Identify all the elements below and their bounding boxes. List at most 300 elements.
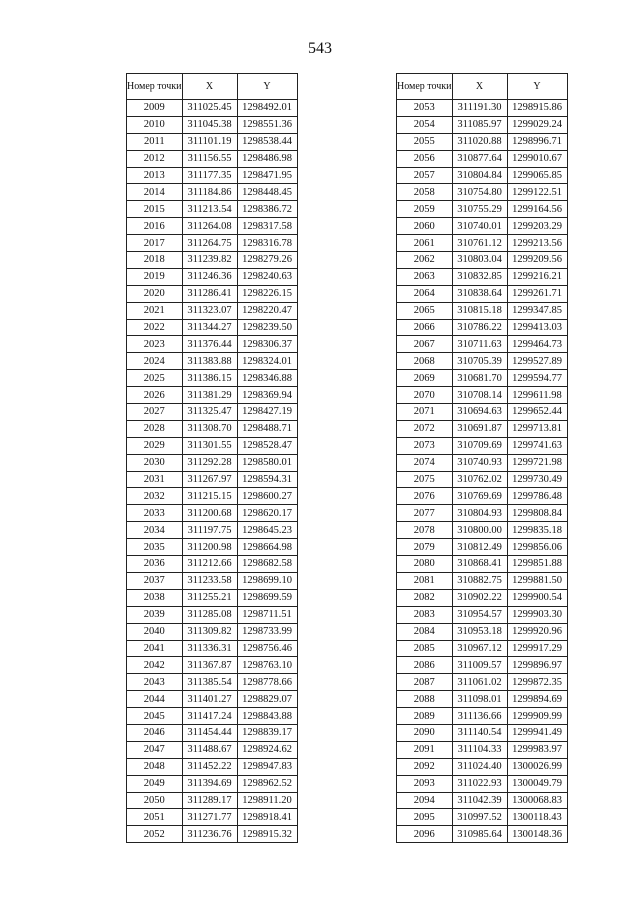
cell-point-number: 2018 [127, 252, 183, 269]
cell-point-number: 2071 [397, 404, 453, 421]
cell-point-number: 2038 [127, 589, 183, 606]
cell-x: 311061.02 [452, 674, 507, 691]
table-row [397, 471, 568, 488]
cell-y: 1298733.99 [237, 623, 297, 640]
cell-x: 311020.88 [452, 133, 507, 150]
cell-x: 311394.69 [182, 775, 237, 792]
table-row [127, 252, 298, 269]
cell-y: 1298645.23 [237, 522, 297, 539]
table-row [127, 437, 298, 454]
cell-point-number: 2047 [127, 741, 183, 758]
cell-y: 1298226.15 [237, 285, 297, 302]
table-row [397, 437, 568, 454]
cell-y: 1299611.98 [507, 387, 567, 404]
cell-point-number: 2034 [127, 522, 183, 539]
cell-x: 310740.93 [452, 454, 507, 471]
table-row [127, 674, 298, 691]
cell-point-number: 2093 [397, 775, 453, 792]
table-row [397, 758, 568, 775]
cell-point-number: 2080 [397, 556, 453, 573]
cell-x: 310877.64 [452, 150, 507, 167]
cell-y: 1300049.79 [507, 775, 567, 792]
cell-y: 1298486.98 [237, 150, 297, 167]
cell-y: 1299010.67 [507, 150, 567, 167]
cell-point-number: 2069 [397, 370, 453, 387]
header-x: X [452, 74, 507, 100]
table-row [397, 319, 568, 336]
table-row [127, 522, 298, 539]
cell-point-number: 2082 [397, 589, 453, 606]
cell-y: 1298924.62 [237, 741, 297, 758]
cell-x: 311255.21 [182, 589, 237, 606]
cell-x: 310985.64 [452, 826, 507, 843]
table-row [127, 353, 298, 370]
cell-point-number: 2011 [127, 133, 183, 150]
table-row [127, 691, 298, 708]
table-row [397, 150, 568, 167]
cell-y: 1300148.36 [507, 826, 567, 843]
cell-point-number: 2068 [397, 353, 453, 370]
cell-point-number: 2013 [127, 167, 183, 184]
table-row [397, 589, 568, 606]
cell-x: 311239.82 [182, 252, 237, 269]
cell-x: 310754.80 [452, 184, 507, 201]
cell-x: 310902.22 [452, 589, 507, 606]
cell-point-number: 2081 [397, 572, 453, 589]
cell-x: 311488.67 [182, 741, 237, 758]
cell-y: 1299741.63 [507, 437, 567, 454]
cell-x: 311215.15 [182, 488, 237, 505]
cell-x: 311308.70 [182, 420, 237, 437]
cell-point-number: 2050 [127, 792, 183, 809]
cell-point-number: 2064 [397, 285, 453, 302]
cell-y: 1299652.44 [507, 404, 567, 421]
cell-x: 310786.22 [452, 319, 507, 336]
table-row [397, 420, 568, 437]
cell-y: 1299164.56 [507, 201, 567, 218]
cell-y: 1299808.84 [507, 505, 567, 522]
cell-y: 1298448.45 [237, 184, 297, 201]
table-row [397, 302, 568, 319]
cell-y: 1299527.89 [507, 353, 567, 370]
table-row [127, 319, 298, 336]
table-row [397, 522, 568, 539]
table-header-row [397, 74, 568, 100]
table-row [397, 826, 568, 843]
cell-y: 1299941.49 [507, 724, 567, 741]
cell-x: 310762.02 [452, 471, 507, 488]
table-row [397, 454, 568, 471]
cell-point-number: 2084 [397, 623, 453, 640]
cell-point-number: 2075 [397, 471, 453, 488]
table-row [127, 285, 298, 302]
cell-y: 1298386.72 [237, 201, 297, 218]
cell-y: 1299713.81 [507, 420, 567, 437]
cell-point-number: 2087 [397, 674, 453, 691]
cell-x: 310967.12 [452, 640, 507, 657]
cell-point-number: 2012 [127, 150, 183, 167]
cell-y: 1298316.78 [237, 235, 297, 252]
cell-x: 310691.87 [452, 420, 507, 437]
cell-y: 1299413.03 [507, 319, 567, 336]
table-row [127, 775, 298, 792]
cell-point-number: 2051 [127, 809, 183, 826]
cell-y: 1298843.88 [237, 708, 297, 725]
cell-y: 1298471.95 [237, 167, 297, 184]
cell-point-number: 2066 [397, 319, 453, 336]
cell-y: 1298620.17 [237, 505, 297, 522]
cell-point-number: 2095 [397, 809, 453, 826]
cell-y: 1299909.99 [507, 708, 567, 725]
cell-y: 1299261.71 [507, 285, 567, 302]
cell-y: 1298279.26 [237, 252, 297, 269]
table-row [127, 218, 298, 235]
cell-x: 311104.33 [452, 741, 507, 758]
cell-y: 1299213.56 [507, 235, 567, 252]
cell-y: 1299721.98 [507, 454, 567, 471]
cell-point-number: 2023 [127, 336, 183, 353]
cell-y: 1298682.58 [237, 556, 297, 573]
table-row [397, 353, 568, 370]
table-row [397, 572, 568, 589]
cell-point-number: 2026 [127, 387, 183, 404]
cell-y: 1298239.50 [237, 319, 297, 336]
table-row [127, 556, 298, 573]
cell-point-number: 2062 [397, 252, 453, 269]
table-row [397, 505, 568, 522]
cell-point-number: 2059 [397, 201, 453, 218]
cell-point-number: 2074 [397, 454, 453, 471]
cell-x: 311098.01 [452, 691, 507, 708]
cell-x: 311233.58 [182, 572, 237, 589]
cell-x: 310812.49 [452, 539, 507, 556]
cell-x: 310953.18 [452, 623, 507, 640]
table-row [397, 387, 568, 404]
cell-y: 1299347.85 [507, 302, 567, 319]
cell-x: 310711.63 [452, 336, 507, 353]
cell-y: 1298528.47 [237, 437, 297, 454]
cell-x: 311024.40 [452, 758, 507, 775]
cell-x: 311197.75 [182, 522, 237, 539]
cell-point-number: 2035 [127, 539, 183, 556]
table-row [397, 741, 568, 758]
cell-y: 1299730.49 [507, 471, 567, 488]
cell-point-number: 2031 [127, 471, 183, 488]
cell-point-number: 2024 [127, 353, 183, 370]
cell-y: 1299983.97 [507, 741, 567, 758]
cell-point-number: 2096 [397, 826, 453, 843]
table-row [397, 606, 568, 623]
cell-x: 310709.69 [452, 437, 507, 454]
header-point-number: Номер точки [127, 74, 183, 100]
table-row [127, 268, 298, 285]
cell-y: 1299856.06 [507, 539, 567, 556]
cell-point-number: 2027 [127, 404, 183, 421]
cell-x: 311184.86 [182, 184, 237, 201]
table-row [127, 724, 298, 741]
cell-y: 1298829.07 [237, 691, 297, 708]
cell-x: 311136.66 [452, 708, 507, 725]
cell-y: 1298594.31 [237, 471, 297, 488]
cell-point-number: 2040 [127, 623, 183, 640]
cell-point-number: 2083 [397, 606, 453, 623]
cell-point-number: 2039 [127, 606, 183, 623]
cell-x: 310804.84 [452, 167, 507, 184]
cell-y: 1298369.94 [237, 387, 297, 404]
cell-point-number: 2046 [127, 724, 183, 741]
table-row [127, 100, 298, 117]
cell-point-number: 2089 [397, 708, 453, 725]
table-row [127, 589, 298, 606]
cell-x: 311401.27 [182, 691, 237, 708]
table-row [397, 268, 568, 285]
table-row [397, 792, 568, 809]
cell-x: 310832.85 [452, 268, 507, 285]
cell-point-number: 2017 [127, 235, 183, 252]
cell-x: 311286.41 [182, 285, 237, 302]
cell-y: 1299594.77 [507, 370, 567, 387]
cell-point-number: 2048 [127, 758, 183, 775]
cell-point-number: 2036 [127, 556, 183, 573]
table-row [397, 133, 568, 150]
cell-y: 1299835.18 [507, 522, 567, 539]
cell-point-number: 2060 [397, 218, 453, 235]
cell-x: 311264.75 [182, 235, 237, 252]
cell-y: 1300068.83 [507, 792, 567, 809]
cell-y: 1299065.85 [507, 167, 567, 184]
cell-x: 311454.44 [182, 724, 237, 741]
cell-y: 1298220.47 [237, 302, 297, 319]
table-row [397, 724, 568, 741]
cell-y: 1299029.24 [507, 116, 567, 133]
cell-x: 310954.57 [452, 606, 507, 623]
header-x: X [182, 74, 237, 100]
cell-point-number: 2057 [397, 167, 453, 184]
cell-y: 1299209.56 [507, 252, 567, 269]
table-row [397, 775, 568, 792]
cell-x: 310755.29 [452, 201, 507, 218]
cell-point-number: 2010 [127, 116, 183, 133]
cell-y: 1299786.48 [507, 488, 567, 505]
table-row [127, 708, 298, 725]
cell-x: 311376.44 [182, 336, 237, 353]
cell-x: 310815.18 [452, 302, 507, 319]
cell-y: 1298915.86 [507, 100, 567, 117]
cell-y: 1299464.73 [507, 336, 567, 353]
cell-x: 311267.97 [182, 471, 237, 488]
cell-x: 311236.76 [182, 826, 237, 843]
table-row [127, 488, 298, 505]
cell-y: 1298551.36 [237, 116, 297, 133]
cell-y: 1298996.71 [507, 133, 567, 150]
table-row [127, 133, 298, 150]
cell-point-number: 2072 [397, 420, 453, 437]
cell-x: 311323.07 [182, 302, 237, 319]
cell-y: 1298538.44 [237, 133, 297, 150]
cell-x: 311213.54 [182, 201, 237, 218]
cell-x: 311177.35 [182, 167, 237, 184]
cell-y: 1298600.27 [237, 488, 297, 505]
table-row [397, 285, 568, 302]
cell-y: 1298317.58 [237, 218, 297, 235]
table-row [397, 640, 568, 657]
cell-point-number: 2015 [127, 201, 183, 218]
cell-x: 311200.68 [182, 505, 237, 522]
table-row [127, 471, 298, 488]
cell-point-number: 2056 [397, 150, 453, 167]
cell-point-number: 2090 [397, 724, 453, 741]
cell-point-number: 2016 [127, 218, 183, 235]
cell-y: 1299900.54 [507, 589, 567, 606]
cell-x: 310708.14 [452, 387, 507, 404]
cell-point-number: 2091 [397, 741, 453, 758]
cell-y: 1298580.01 [237, 454, 297, 471]
cell-y: 1298427.19 [237, 404, 297, 421]
table-row [127, 404, 298, 421]
cell-y: 1299122.51 [507, 184, 567, 201]
table-row [397, 100, 568, 117]
table-row [397, 623, 568, 640]
cell-y: 1299894.69 [507, 691, 567, 708]
cell-point-number: 2058 [397, 184, 453, 201]
cell-x: 310740.01 [452, 218, 507, 235]
table-row [127, 640, 298, 657]
table-row [127, 758, 298, 775]
cell-x: 311381.29 [182, 387, 237, 404]
cell-x: 311292.28 [182, 454, 237, 471]
table-row [127, 741, 298, 758]
cell-x: 310761.12 [452, 235, 507, 252]
cell-y: 1299896.97 [507, 657, 567, 674]
cell-x: 310769.69 [452, 488, 507, 505]
table-row [397, 116, 568, 133]
table-row [397, 708, 568, 725]
cell-point-number: 2032 [127, 488, 183, 505]
cell-x: 310705.39 [452, 353, 507, 370]
cell-x: 311191.30 [452, 100, 507, 117]
cell-x: 310868.41 [452, 556, 507, 573]
header-y: Y [237, 74, 297, 100]
cell-x: 310838.64 [452, 285, 507, 302]
table-row [127, 184, 298, 201]
table-row [127, 809, 298, 826]
table-row [397, 657, 568, 674]
cell-point-number: 2076 [397, 488, 453, 505]
cell-y: 1299216.21 [507, 268, 567, 285]
header-point-number: Номер точки [397, 74, 453, 100]
cell-y: 1299203.29 [507, 218, 567, 235]
cell-point-number: 2054 [397, 116, 453, 133]
table-row [127, 201, 298, 218]
cell-y: 1298947.83 [237, 758, 297, 775]
cell-x: 311156.55 [182, 150, 237, 167]
cell-point-number: 2073 [397, 437, 453, 454]
cell-x: 311452.22 [182, 758, 237, 775]
cell-x: 310694.63 [452, 404, 507, 421]
cell-x: 311383.88 [182, 353, 237, 370]
cell-point-number: 2020 [127, 285, 183, 302]
cell-point-number: 2030 [127, 454, 183, 471]
cell-point-number: 2077 [397, 505, 453, 522]
header-y: Y [507, 74, 567, 100]
cell-point-number: 2094 [397, 792, 453, 809]
cell-point-number: 2014 [127, 184, 183, 201]
cell-y: 1298915.32 [237, 826, 297, 843]
cell-y: 1298492.01 [237, 100, 297, 117]
table-row [397, 674, 568, 691]
cell-x: 311022.93 [452, 775, 507, 792]
cell-x: 311325.47 [182, 404, 237, 421]
cell-y: 1298763.10 [237, 657, 297, 674]
table-row [397, 370, 568, 387]
cell-x: 311264.08 [182, 218, 237, 235]
cell-y: 1298346.88 [237, 370, 297, 387]
table-row [397, 539, 568, 556]
table-row [127, 505, 298, 522]
cell-point-number: 2022 [127, 319, 183, 336]
table-row [127, 420, 298, 437]
table-row [397, 336, 568, 353]
table-row [127, 150, 298, 167]
cell-point-number: 2088 [397, 691, 453, 708]
cell-point-number: 2078 [397, 522, 453, 539]
cell-x: 311285.08 [182, 606, 237, 623]
table-row [397, 556, 568, 573]
cell-point-number: 2033 [127, 505, 183, 522]
cell-y: 1298664.98 [237, 539, 297, 556]
table-row [397, 218, 568, 235]
table-row [127, 387, 298, 404]
cell-point-number: 2061 [397, 235, 453, 252]
cell-y: 1299851.88 [507, 556, 567, 573]
cell-y: 1298911.20 [237, 792, 297, 809]
cell-point-number: 2042 [127, 657, 183, 674]
cell-x: 311344.27 [182, 319, 237, 336]
table-row [397, 167, 568, 184]
cell-point-number: 2086 [397, 657, 453, 674]
cell-x: 311025.45 [182, 100, 237, 117]
table-row [397, 184, 568, 201]
table-row [127, 336, 298, 353]
page-number: 543 [308, 40, 332, 57]
cell-point-number: 2053 [397, 100, 453, 117]
cell-point-number: 2079 [397, 539, 453, 556]
cell-y: 1299917.29 [507, 640, 567, 657]
cell-point-number: 2085 [397, 640, 453, 657]
table-row [127, 657, 298, 674]
cell-x: 311085.97 [452, 116, 507, 133]
cell-point-number: 2052 [127, 826, 183, 843]
cell-point-number: 2021 [127, 302, 183, 319]
table-row [127, 539, 298, 556]
cell-x: 311385.54 [182, 674, 237, 691]
coordinates-table-right [396, 73, 568, 843]
coordinates-table-left [126, 73, 298, 843]
cell-x: 311042.39 [452, 792, 507, 809]
cell-x: 311289.17 [182, 792, 237, 809]
cell-y: 1298699.10 [237, 572, 297, 589]
cell-y: 1298306.37 [237, 336, 297, 353]
cell-y: 1298488.71 [237, 420, 297, 437]
cell-x: 311140.54 [452, 724, 507, 741]
cell-y: 1298839.17 [237, 724, 297, 741]
cell-point-number: 2028 [127, 420, 183, 437]
cell-y: 1298918.41 [237, 809, 297, 826]
table-row [397, 691, 568, 708]
cell-point-number: 2063 [397, 268, 453, 285]
cell-y: 1300118.43 [507, 809, 567, 826]
table-header-row [127, 74, 298, 100]
